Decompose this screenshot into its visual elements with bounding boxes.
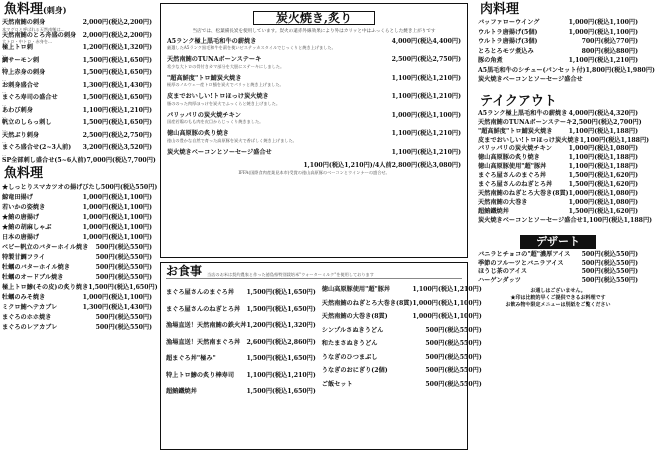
menu-item-price: 1,100円(税込1,210円) [568,57,638,64]
menu-item [2,19,152,27]
menu-item-desc: 極厚のノルウェー産トロ鯖を炭火でパリッと焼き上げました。 [167,82,284,88]
menu-item-price: 1,100円(税込1,210円) [82,106,152,114]
menu-item-name: ★しっとりスマカツオの揚げびたし [2,183,101,191]
menu-item-desc: 本マグロと呼ばれる天然南鮪は... [2,26,65,32]
menu-item-desc: 徳山の豊かな自然で育った高原豚を炭火で香ばしく焼き上げました。 [167,137,297,143]
menu-item-name: 漁場直送！天然南鮪の鉄火丼 [166,322,247,329]
menu-item [2,324,152,332]
menu-item-price: 1,500円(税込1,650円) [82,56,152,64]
menu-item [478,251,638,259]
menu-item-price: 4,000円(税込4,400円) [391,37,461,45]
menu-item-price: 2,500円(税込2,700円) [572,118,642,126]
menu-item [2,264,152,272]
menu-item-price: 1,100円(税込1,188円) [582,216,653,224]
menu-item-price: 1,500円(税込1,650円) [82,94,152,101]
menu-item-price: 1,000円(税込1,080円) [568,189,638,197]
menu-item-desc: 国産若鶏のもも肉を皮目からじっくり焼きました。 [167,119,264,125]
grill-title-wrap [167,7,461,26]
menu-item-price: 1,000円(税込1,100円) [568,19,638,26]
menu-item [167,38,461,46]
menu-item [167,130,461,138]
menu-item [167,93,461,101]
menu-item-name: 徳山高原豚使用"超"豚丼 [321,286,391,293]
menu-item [478,277,638,285]
menu-item-price: 1,000円(税込1,100円) [82,193,152,201]
menu-item-name: 特上赤身の刺身 [2,69,46,76]
menu-item-price: 1,100円(税込1,210円) [391,148,461,156]
menu-item [2,57,152,65]
menu-item-name: まぐろ盛合せ(2~3人前) [2,144,72,151]
menu-item-name: 徳山高原豚の炙り焼き [167,130,229,138]
menu-item-price: 500円(税込550円) [581,251,638,259]
menu-item-name: うなぎのひつまぶし [321,353,378,361]
menu-item [322,300,482,308]
menu-item-price: 1,000円(税込1,100円) [82,223,152,231]
menu-item-price: 500円(税込550円) [95,313,152,321]
menu-item-name: "超高鮮度"トロ鯖炭火焼き [478,127,553,135]
grill-combo-price: 1,100円(税込1,210円)/4人前2,800円(税込3,080円) [303,162,461,170]
menu-item-price: 500円(税込550円) [95,273,152,281]
menu-item-price: 1,100円(税込1,188円) [568,127,638,135]
menu-item-price: 1,100円(税込1,188円) [568,163,638,171]
menu-item [166,388,316,396]
menu-item-price: 1,100円(税込1,210円) [412,286,482,293]
menu-item-price: 1,000円(税込1,100円) [82,203,152,211]
menu-item-price: 1,000円(税込1,080円) [568,145,638,153]
menu-item [478,38,638,46]
menu-item-desc: ... [2,89,6,94]
menu-item-name: 帆立のしらっ刺し [2,119,52,126]
menu-item-name: A5ランク極上黒毛和牛の薪焼き [478,109,568,117]
menu-item [2,204,152,212]
menu-item-price: 500円(税込550円) [425,340,482,347]
menu-item-price: 500円(税込550円) [425,367,482,374]
menu-item [478,29,638,37]
menu-item-name: ★鮪の唐揚げ [2,213,40,221]
menu-item-name: 特製甘鯛フライ [2,253,46,261]
menu-item-price: 1,500円(税込1,620円) [568,207,638,215]
menu-item-name: ベビー帆立のバターホイル焼き [2,243,89,251]
meal-rule [166,278,462,279]
dessert-list [478,251,638,284]
menu-item-name: まぐろ屋さんのねぎとろ丼 [478,181,553,189]
menu-item-name: ハーゲンダッツ [478,276,521,284]
footer-line1: お通しはございません。 [530,288,586,295]
meal-columns [166,280,482,396]
menu-item [478,208,638,216]
menu-item-price: 500円(税込550円) [425,353,482,361]
menu-item-name: 天然南鮪のとろ舟盛の刺身 [2,31,77,39]
menu-item-price: 7,000円(税込7,700円) [86,156,156,164]
menu-item-name: 炭火焼きベーコンとソーセージ盛合せ [167,148,272,156]
menu-item [478,260,638,268]
menu-item-name: まぐろ屋さんのねぎとろ丼 [166,305,241,313]
takeout-title: テイクアウト [480,93,557,109]
menu-item-price: 500円(税込550円) [95,253,152,261]
meal-note: 当店のお米は契約農家と作った徳島県特別栽培米"ウォーターミルク"を使用しております [207,272,374,277]
menu-item [478,154,638,162]
menu-item [478,57,638,65]
menu-item-price: 500円(税込550円) [425,326,482,334]
menu-item-name: 超鮪鐵焼丼 [166,388,197,395]
menu-item [2,156,156,165]
menu-item-name: 日本の唐揚げ [2,233,40,241]
menu-item-name: 漁場直送！天然南まぐろ丼 [166,338,241,346]
menu-item [2,244,152,252]
menu-item-name: 鯨竜田揚げ [2,193,33,201]
menu-item [322,367,482,375]
menu-item-name: 炭火焼きベーコンとソーセージ盛合せ [478,76,583,83]
menu-item [2,82,152,90]
menu-item-price: 1,000円(税込1,100円) [82,233,152,241]
fish-list [2,183,158,332]
menu-item-name: 天然南鮪の大巻き(8貫) [321,313,388,320]
menu-item-price: 500円(税込550円) [425,380,482,388]
menu-item-desc: ... [2,51,6,57]
menu-item-price: 1,000円(税込1,100円) [391,111,461,119]
menu-item-price: 1,000円(税込1,100円) [82,213,152,221]
menu-item-name: 若いかの姿焼き [2,203,46,211]
menu-item-name: 極上トロ刺 [2,44,33,51]
menu-item-name: あわび刺身 [2,106,33,114]
menu-item [2,274,152,282]
menu-item-name: 徳山高原豚の炙り焼き [478,154,540,162]
sashimi-title: 魚料理(刺身) [4,2,67,17]
menu-item-desc: 脂ののった肉厚ほっけを炭火でふっくらと焼き上げました。 [167,100,281,106]
dessert-title-wrap [478,230,638,249]
menu-item-name: バニラとチョコの"超"濃厚アイス [478,251,571,259]
col-left [2,0,158,453]
menu-item-price: 1,500円(税込1,620円) [568,181,638,189]
footer [478,288,638,309]
menu-item [478,145,638,153]
menu-item [167,112,461,120]
menu-item [478,76,638,84]
menu-item-price: 2,500円(税込2,750円) [391,56,461,64]
menu-item-desc: ... [2,64,6,69]
menu-item [2,94,152,102]
menu-item [2,69,152,77]
menu-item [478,190,638,198]
menu-item-name: とろとろモツ煮込み [478,47,534,55]
menu-item-name: 天然南鮪のねぎとろ大巻き(8貫) [321,299,413,307]
menu-item-price: 500円(税込550円) [581,259,638,267]
sashimi-list [2,19,156,164]
menu-item [478,172,638,180]
menu-item-price: 1,500円(税込1,650円) [82,119,152,126]
meal-box [160,262,482,450]
menu-item-price: 1,300円(税込1,430円) [82,303,152,311]
menu-item-name: 豚の角煮 [478,57,503,64]
menu-item-name: ご飯セット [321,380,353,388]
menu-item-desc: ... [2,139,6,144]
menu-item-price: 1,200円(税込1,320円) [246,322,316,329]
menu-item [2,32,152,40]
menu-item-price: 1,500円(税込1,620円) [568,172,638,180]
menu-item-name: 和たまさぬきうどん [321,340,378,347]
menu-item-price: 1,000円(税込1,080円) [568,198,638,206]
menu-item-name: ミクロ鮪ヘテカブレ [2,303,58,311]
menu-item [478,48,638,56]
menu-item-price: 500円(税込550円) [95,243,152,251]
meat-title: 肉料理 [480,2,520,17]
menu-item-price: 1,100円(税込1,188円) [568,154,638,162]
menu-item [2,294,152,302]
menu-item-price: 2,600円(税込2,860円) [246,338,316,346]
menu-item-name: お刺身盛合せ [2,81,40,89]
menu-item-desc: ... [2,101,6,107]
menu-item-name: バッファローウイング [478,19,540,26]
menu-item-price: 1,000円(税込1,100円) [568,28,638,36]
menu-item-name: うなぎのおにぎり(2個) [321,367,388,374]
menu-item-desc: 大トロ・中トロ・赤身を... [2,39,53,44]
menu-item [478,136,650,145]
menu-item [478,216,653,225]
menu-item [166,289,316,297]
menu-item-name: 徳山高原豚使用"超"豚丼 [478,163,547,171]
menu-item-name: まぐろのホホ焼き [2,313,52,321]
menu-item-price: 1,100円(税込1,188円) [579,136,650,144]
menu-item [322,381,482,389]
menu-item-name: まぐろ屋さんのまぐろ丼 [478,172,547,180]
menu-item [167,149,461,157]
menu-item [478,66,655,75]
menu-item-name: パリッパリの炭火焼チキン [167,111,241,119]
menu-item-price: 2,500円(税込2,750円) [82,131,152,139]
menu-item-name: 鯛サーモン刺 [2,56,40,64]
menu-item [322,286,482,294]
menu-item-price: 2,000円(税込2,200円) [82,19,152,26]
menu-item [166,339,316,347]
menu-item-desc: ... [2,76,6,82]
menu-item [478,163,638,171]
menu-item-price: 1,100円(税込1,210円) [391,93,461,101]
menu-item-name: 季節のフルーツとバニラアイス [478,259,564,267]
menu-item [478,128,638,136]
menu-item-price: 1,100円(税込1,210円) [391,74,461,82]
menu-item-price: 800円(税込880円) [581,47,638,55]
menu-item-price: 1,500円(税込1,650円) [246,289,316,296]
menu-item-price: 1,000円(税込1,100円) [412,299,482,307]
menu-item-name: 皮までおいしい!トロほっけ炭火焼き [478,136,580,144]
menu-item [167,56,461,64]
menu-item [2,254,152,262]
menu-item-desc: ... [2,126,6,132]
menu-item [2,283,158,292]
menu-item-price: 1,800円(税込1,980円) [585,66,655,74]
menu-item-name: 極上トロ鯵(その皮)の炙り焼き [2,283,89,291]
menu-item [478,19,638,27]
footer-line2: ★印は比較的早くご提供できるお料理です [510,295,606,302]
menu-item-name: まぐろ寿司の盛合せ [2,94,58,101]
menu-item-price: 4,000円(税込4,320円) [568,109,638,117]
menu-item-price: 1,500円(税込1,650円) [246,355,316,362]
menu-item-desc: 厳選したA5ランク黒毛和牛を薪を使いビステッカスタイルでじっくりと焼き上げました。 [167,45,336,51]
menu-item-price: 1,500円(税込1,650円) [246,305,316,313]
menu-item-name: ★鮪の胡麻しゃぶ [2,223,52,231]
menu-item [2,234,152,242]
menu-item-price: 1,500円(税込1,650円) [246,388,316,395]
menu-item-name: 超まぐろ丼"極み" [166,355,216,362]
menu-item-name: 天然南鮪の刺身 [2,19,46,26]
meal-title: お食事 [166,264,203,278]
menu-item [322,327,482,335]
menu-item-price: 1,500円(税込1,650円) [82,69,152,76]
menu-item-name: 炭火焼きベーコンとソーセージ盛合せ [478,216,583,224]
menu-item-price: 500円(税込550円) [95,263,152,271]
menu-item [2,304,152,312]
dessert-title: デザート [520,235,596,249]
meal-left-list [166,280,316,396]
menu-item-desc: ... [2,114,6,119]
menu-item [478,268,638,276]
menu-item-price: 700円(税込770円) [581,38,638,45]
menu-item [2,194,152,202]
grill-title: 炭火焼き,炙り [253,11,375,25]
menu-item [2,314,152,322]
menu-item-price: 2,000円(税込2,200円) [82,31,152,39]
menu-item [2,107,152,115]
menu-item [2,224,152,232]
menu-item-name: 天然南鮪のねぎとろ大巻き(8貫) [478,189,569,197]
menu-item [166,372,316,380]
menu-item-name: まぐろのレアカブレ [2,323,58,331]
menu-item-name: まぐろ屋さんのまぐろ丼 [166,289,235,296]
menu-item-name: 特上トロ鯵の炙り棒寿司 [166,371,235,379]
menu-item-name: 牡蠣のオードブル焼き [2,273,64,281]
menu-item-name: SP全部刺し盛合せ(5~6人前) [2,156,87,164]
menu-item-name: ほうじ茶のアイス [478,268,527,276]
menu-item [2,183,158,192]
grill-list [167,38,461,163]
menu-item-name: 牡蠣のバターホイル焼き [2,263,71,271]
menu-item-price: 1,000円(税込1,100円) [412,313,482,320]
menu-item-name: 超鮪鐵焼丼 [478,207,509,215]
menu-item-name: 天然ぶり刺身 [2,131,40,139]
menu-item [2,144,152,152]
meat-list [478,19,655,84]
menu-item-desc: 希少な大トロの骨付きカマ部分を大胆にステーキにしました。 [167,63,285,69]
takeout-list [478,109,653,224]
menu-item-name: ウルトラ唐揚げ(3個) [478,38,538,45]
menu-item-price: 1,000円(税込1,100円) [82,293,152,301]
menu-item [167,75,461,83]
menu-item-name: A5黒毛和牛のシチュー(パンセット付) [478,66,586,74]
menu-item [2,44,152,52]
menu-item-price: 1,300円(税込1,430円) [82,81,152,89]
menu-item [2,214,152,222]
grill-box [160,3,468,258]
menu-item [166,355,316,363]
menu-item-price: 500円(税込550円) [581,276,638,284]
menu-item [478,199,638,207]
menu-item-price: 1,500円(税込1,650円) [88,283,158,291]
menu-item-name: パリッパリの炭火焼チキン [478,145,552,153]
menu-item-price: 500円(税込550円) [95,323,152,331]
menu-item [322,354,482,362]
menu-item [478,181,638,189]
footer-line3: お飲み物や限定メニューは別紙をご覧ください [505,302,611,309]
menu-item-name: 天然南鮪のTUNAボーンステーキ [478,118,573,126]
menu-item-desc: ... [2,151,6,157]
menu-item-price: 500円(税込550円) [581,268,638,276]
menu-item [478,118,642,127]
menu-item-name: シンプルさぬきうどん [321,326,384,334]
menu-item-price: 1,100円(税込1,210円) [246,371,316,379]
meal-right-list [322,280,482,396]
menu-item-price: 1,200円(税込1,320円) [82,44,152,51]
menu-item [166,322,316,330]
menu-item-price: 500円(税込550円) [100,183,158,191]
menu-item-price: 3,200円(税込3,520円) [82,144,152,151]
menu-item-price: 1,100円(税込1,210円) [391,130,461,138]
col-right [478,0,655,453]
grill-note: IFFA(国際食肉産業見本市)受賞の徳山高原豚のベーコンとウインナーの盛合せ。 [238,169,390,175]
menu-item-name: A5ランク極上黒毛和牛の薪焼き [167,37,257,45]
meal-header [166,265,462,277]
menu-item-name: 皮までおいしい!トロほっけ炭火焼き [167,93,269,101]
menu-item [322,313,482,321]
menu-item-name: 天然南鮪のTUNAボーンステーキ [167,56,262,64]
menu-item [478,110,638,118]
menu-item-name: ウルトラ唐揚げ(5個) [478,28,538,36]
menu-item-name: "超高鮮度"トロ鯖炭火焼き [167,74,242,82]
menu-item-name: 天然南鮪の大巻き [478,198,528,206]
menu-item [2,132,152,140]
menu-item-name: 牡蠣のみそ焼き [2,293,46,301]
grill-intro: 当店では、松葉備長炭を使用しています。炭火の遠赤外線効果により外はカリッと中はふっくらとした焼き上がりです [192,29,436,34]
fish-title: 魚料理 [4,166,44,181]
menu-item [166,306,316,314]
menu-item [2,119,152,127]
menu-item [322,340,482,348]
